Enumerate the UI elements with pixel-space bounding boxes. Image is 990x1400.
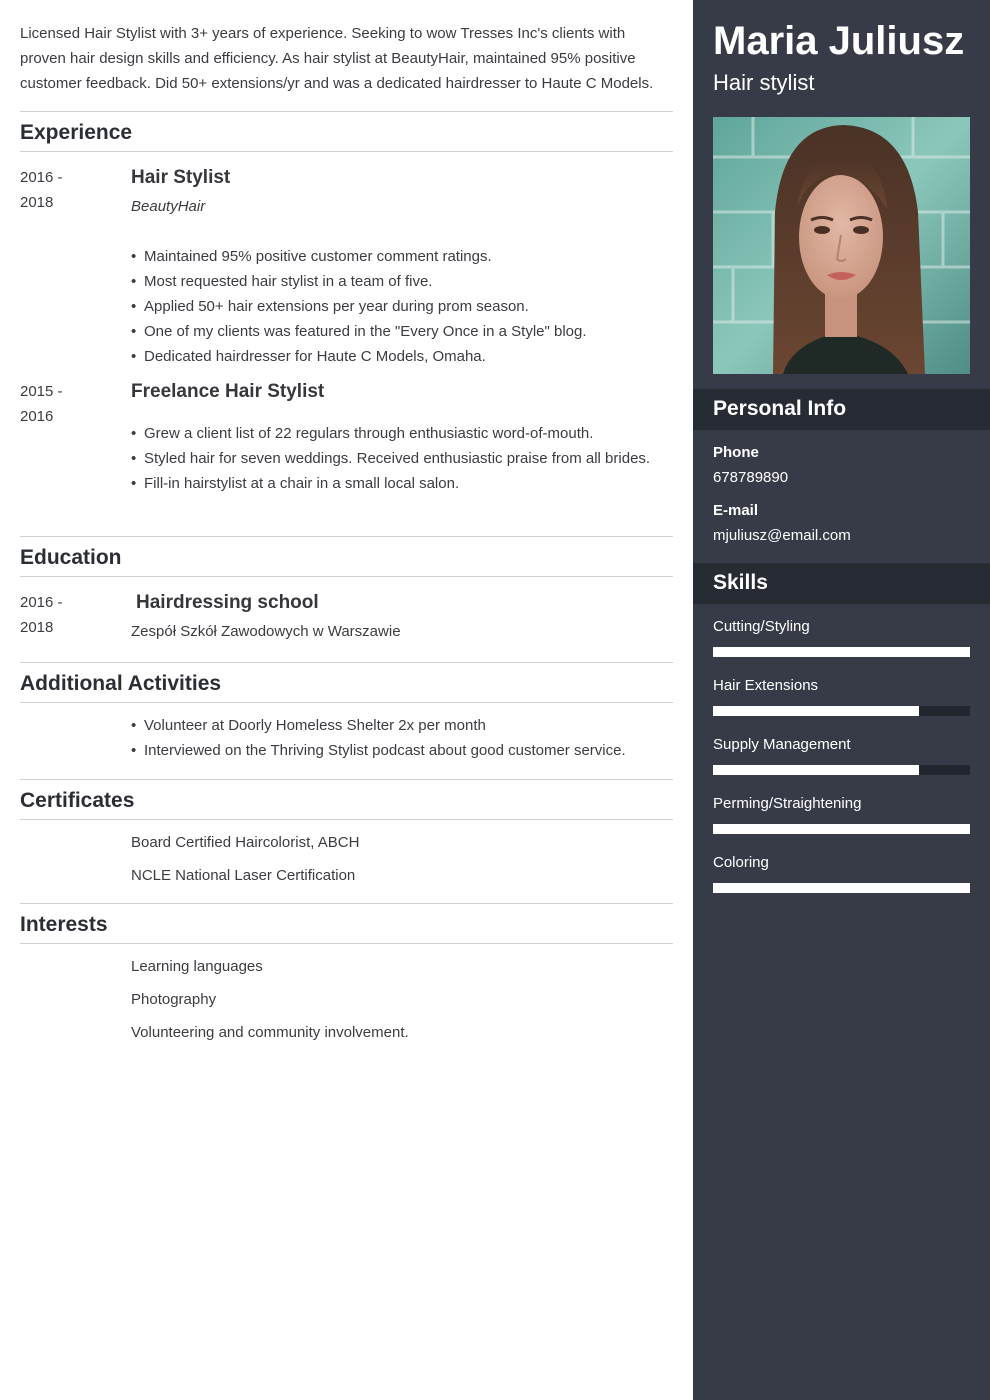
list-item: • Styled hair for seven weddings. Received enthusiastic praise from all brides.: [131, 446, 673, 471]
list-item: • Maintained 95% positive customer comment ratings.: [131, 244, 673, 269]
candidate-name: Maria Juliusz: [713, 19, 965, 63]
job-bullets: [131, 421, 673, 496]
skill-name: Hair Extensions: [713, 677, 819, 694]
skill-bar: [713, 883, 970, 893]
candidate-role: Hair stylist: [713, 70, 815, 95]
job-title: Hair Stylist: [131, 167, 231, 188]
skill-bar-fill: [713, 765, 919, 775]
certificates-list: [131, 830, 673, 888]
skill-bar: [713, 765, 970, 775]
education-school: Zespół Szkół Zawodowych w Warszawie: [131, 623, 401, 640]
skill-bar: [713, 824, 970, 834]
list-item: • Interviewed on the Thriving Stylist podcast about good customer service.: [131, 738, 673, 763]
job-date: 2015 - 2016: [20, 383, 63, 425]
skill-bar: [713, 647, 970, 657]
list-item: • Fill-in hairstylist at a chair in a small local salon.: [131, 471, 673, 496]
list-item: • Grew a client list of 22 regulars through enthusiastic word-of-mouth.: [131, 421, 673, 446]
portrait-photo: [713, 117, 970, 374]
skill-name: Cutting/Styling: [713, 618, 810, 635]
experience-heading: Experience: [20, 111, 673, 152]
list-item: • Dedicated hairdresser for Haute C Models, Omaha.: [131, 344, 673, 369]
phone-value: 678789890: [713, 469, 789, 486]
skill-bar-fill: [713, 706, 919, 716]
interests-list: [131, 954, 673, 1045]
phone-label: Phone: [713, 444, 759, 461]
skill-bar-fill: [713, 883, 970, 893]
education-heading: Education: [20, 536, 673, 577]
skill-bar: [713, 706, 970, 716]
list-item: Volunteering and community involvement.: [131, 1024, 409, 1041]
skill-bar-fill: [713, 824, 970, 834]
skill-name: Supply Management: [713, 736, 851, 753]
list-item: • Applied 50+ hair extensions per year during prom season.: [131, 294, 673, 319]
certificates-heading: Certificates: [20, 779, 673, 820]
list-item: Photography: [131, 991, 217, 1008]
portrait-photo-icon: [713, 117, 970, 374]
main-column: [20, 0, 673, 1045]
list-item: Board Certified Haircolorist, ABCH: [131, 834, 360, 851]
list-item: • One of my clients was featured in the "Every Once in a Style" blog.: [131, 319, 673, 344]
education-date: 2016 - 2018: [20, 594, 63, 636]
activities-heading: Additional Activities: [20, 662, 673, 703]
job-title: Freelance Hair Stylist: [131, 381, 325, 402]
list-item: • Most requested hair stylist in a team of five.: [131, 269, 673, 294]
interests-heading: Interests: [20, 903, 673, 944]
skill-name: Perming/Straightening: [713, 795, 862, 812]
personal-info-heading: Personal Info: [693, 389, 990, 430]
sidebar: [693, 0, 990, 1400]
activities-list: [131, 713, 673, 763]
job-entry: [20, 165, 673, 369]
list-item: Learning languages: [131, 958, 263, 975]
job-entry: [20, 379, 673, 496]
job-date: 2016 - 2018: [20, 169, 63, 211]
email-label: E-mail: [713, 502, 759, 519]
job-bullets: [131, 244, 673, 369]
email-value: mjuliusz@email.com: [713, 527, 851, 544]
skill-name: Coloring: [713, 854, 769, 871]
job-company: BeautyHair: [131, 198, 206, 215]
list-item: • Volunteer at Doorly Homeless Shelter 2x per month: [131, 713, 673, 738]
summary: Licensed Hair Stylist with 3+ years of experience. Seeking to wow Tresses Inc's clients with proven hair design skills and efficiency. As hair stylist at BeautyHair, maintained 95% positive customer feedback. Did 50+ extensions/yr and was a dedicated hairdresser to Haute C Models.: [20, 25, 654, 92]
education-degree: Hairdressing school: [136, 592, 319, 613]
education-entry: [20, 590, 673, 644]
skills-heading: Skills: [693, 563, 990, 604]
skill-bar-fill: [713, 647, 970, 657]
list-item: NCLE National Laser Certification: [131, 867, 356, 884]
